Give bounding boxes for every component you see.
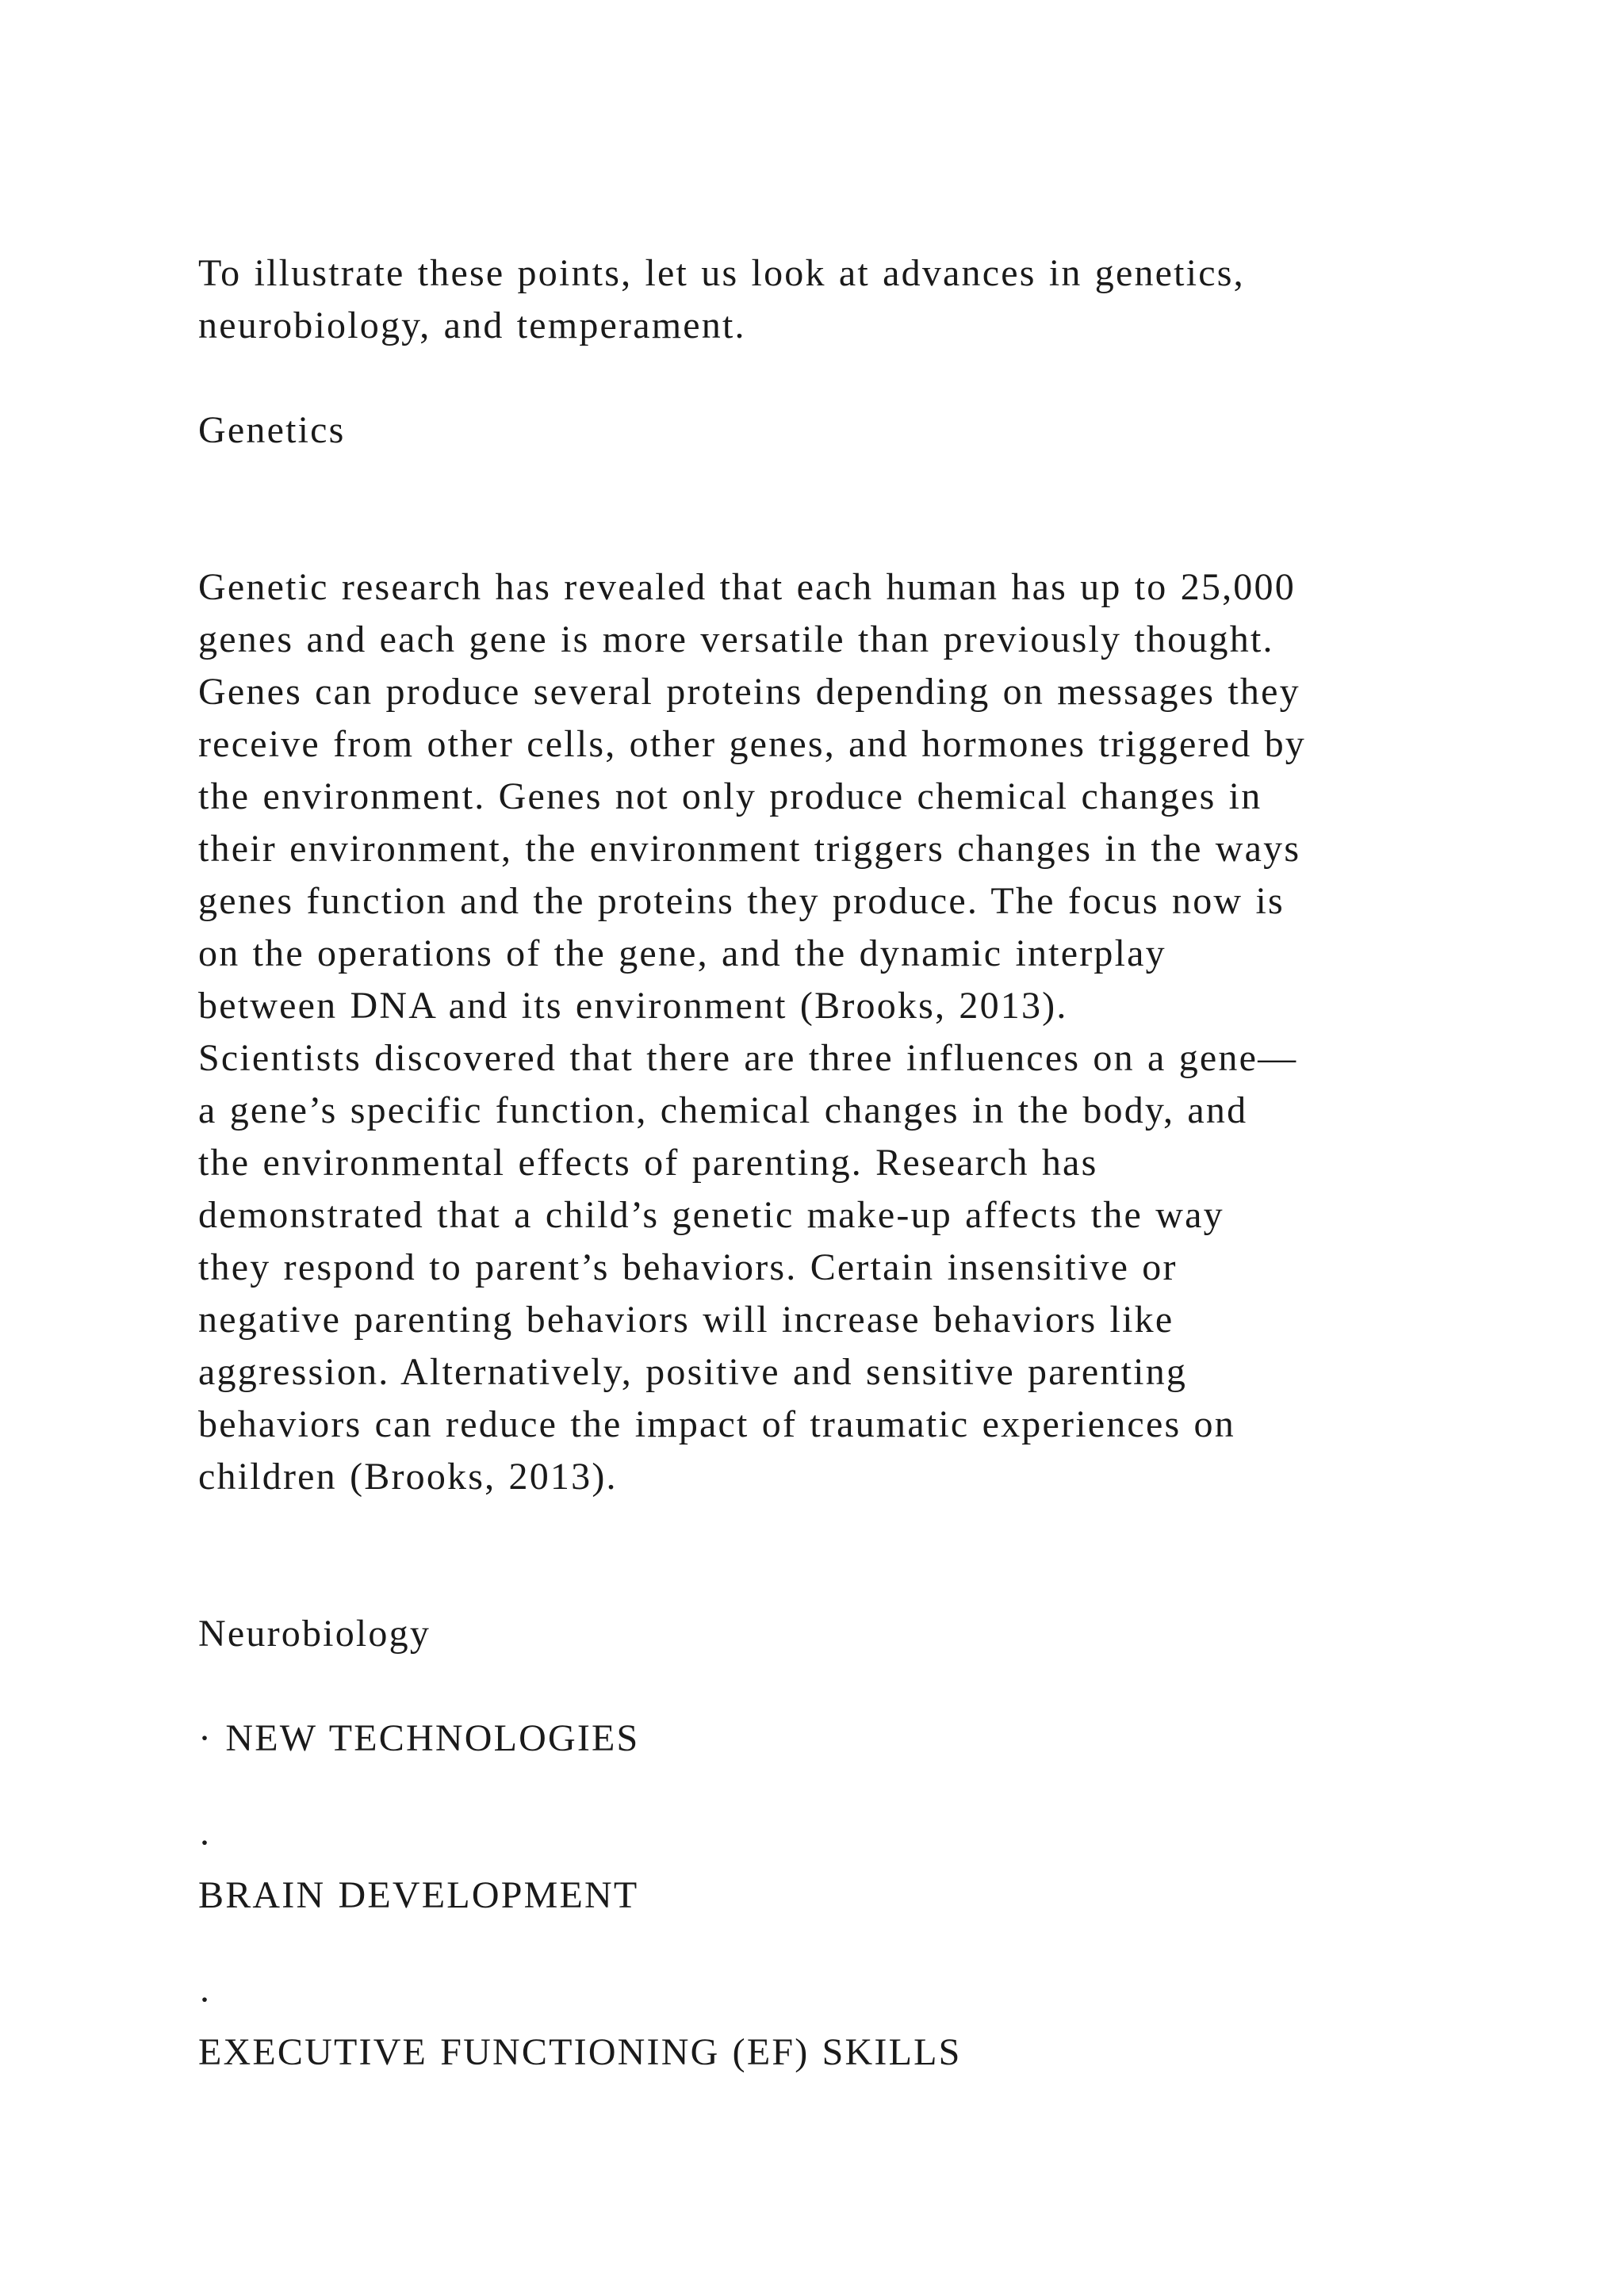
intro-paragraph: To illustrate these points, let us look at advances in genetics, neurobiology, and temperament. [198,252,1245,346]
list-item-brain-development: BRAIN DEVELOPMENT [198,1874,639,1916]
bullet-dot: · [198,1822,213,1864]
bullet-dot: · [198,1979,213,2021]
genetics-paragraph-2: Scientists discovered that there are three influences on a gene— a gene’s specific function, chemical changes in the body, and the environmental effects of parenting. Research has demonstrated that a child’s genetic make-up affects the way they respond to parent’s behaviors. Certain insensitive or negative parenting behaviors will increase behaviors like aggression. Alternatively, positive and sensitive parenting behaviors can reduce the impact of traumatic experiences on children (Brooks, 2013). [198,1037,1298,1498]
genetics-paragraph-1: Genetic research has revealed that each human has up to 25,000 genes and each gene is more versatile than previously thought. Genes can produce several proteins depending on messages they receive from other cells, other genes, and hormones triggered by the environment. Genes not only produce chemical changes in their environment, the environment triggers changes in the ways genes function and the proteins they produce. The focus now is on the operations of the gene, and the dynamic interplay between DNA and its environment (Brooks, 2013). [198,566,1307,1027]
neurobiology-heading: Neurobiology [198,1613,431,1655]
list-item-executive-functioning: EXECUTIVE FUNCTIONING (EF) SKILLS [198,2031,962,2073]
list-item-new-technologies: · NEW TECHNOLOGIES [198,1717,640,1759]
genetics-heading: Genetics [198,409,346,451]
